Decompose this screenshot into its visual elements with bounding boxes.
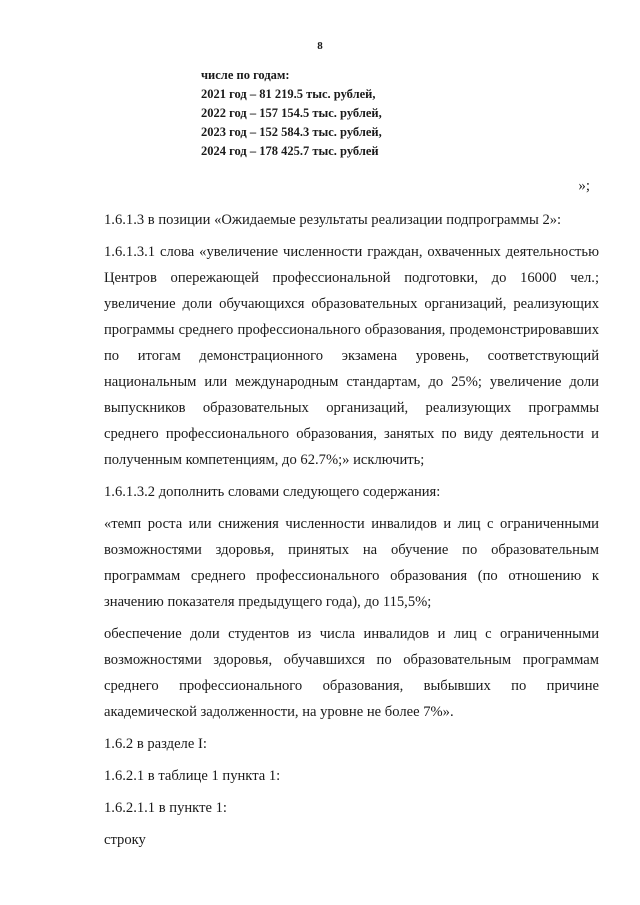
paragraph-1-6-1-3-2: 1.6.1.3.2 дополнить словами следующего содержания: <box>104 484 441 500</box>
paragraph-1-6-1-3: 1.6.1.3 в позиции «Ожидаемые результаты реализации подпрограммы 2»: <box>104 212 562 228</box>
year-2022: 2022 год – 157 154.5 тыс. рублей, <box>201 106 382 120</box>
paragraph-1-6-1-3-1: 1.6.1.3.1 слова «увеличение численности граждан, охваченных деятельностью Центров опережающей профессиональной подготовки, до 16000 чел.; увеличение доли обучающихся образовательных организаций, реализующих программы среднего профессионального образования, продемонстрировавших по итогам демонстрационного экзамена уровень, соответствующий национальным или международным стандартам, до 25%; увеличение доли выпускников образовательных организаций, реализующих программы среднего профессионального образования, занятых по виду деятельности и полученным компетенциям, до 62.7%;» исключить; <box>104 244 599 468</box>
paragraph-stroku: строку <box>104 832 146 848</box>
paragraph-1-6-2-1-1: 1.6.2.1.1 в пункте 1: <box>104 800 227 816</box>
paragraph-1-6-2-1: 1.6.2.1 в таблице 1 пункта 1: <box>104 768 281 784</box>
year-2021: 2021 год – 81 219.5 тыс. рублей, <box>201 87 376 101</box>
year-2023: 2023 год – 152 584.3 тыс. рублей, <box>201 125 382 139</box>
years-intro: числе по годам: <box>201 68 290 82</box>
year-2024: 2024 год – 178 425.7 тыс. рублей <box>201 144 379 158</box>
body-text <box>104 207 599 859</box>
page-number: 8 <box>317 40 323 52</box>
paragraph-1-6-2: 1.6.2 в разделе I: <box>104 736 207 752</box>
closing-quote: »; <box>578 178 590 194</box>
paragraph-growth-rate: «темп роста или снижения численности инвалидов и лиц с ограниченными возможностями здоровья, принятых на обучение по образовательным программам среднего профессионального образования (по отношению к значению показателя предыдущего года), до 115,5%; <box>104 516 599 610</box>
paragraph-students-share: обеспечение доли студентов из числа инвалидов и лиц с ограниченными возможностями здоровья, обучавшихся по образовательным программам среднего профессионального образования, выбывших по причине академической задолженности, на уровне не более 7%». <box>104 626 599 720</box>
funding-by-year <box>201 66 382 161</box>
